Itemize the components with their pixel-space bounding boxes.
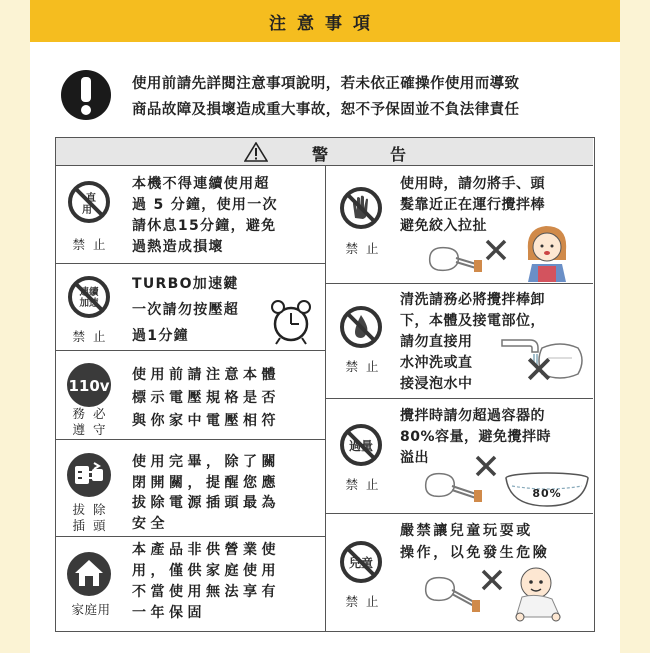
cross-mark-icon: [474, 454, 498, 478]
left-item-4-label: [68, 502, 112, 534]
text-line: 閉開關，提醒您應: [132, 474, 280, 491]
no-water-icon: [339, 305, 383, 349]
text-line: 標示電壓規格是否: [132, 390, 280, 406]
right-divider-1: [326, 283, 593, 284]
text-line: 一年保固: [132, 605, 206, 621]
bowl-capacity-label: 80%: [532, 487, 562, 500]
baby-illustration: [508, 563, 570, 623]
text-line: 本機不得連續使用超: [132, 176, 270, 192]
left-divider-2: [56, 350, 325, 351]
intro-line-2: 商品故障及損壞造成重大事故，恕不予保固並不負法律責任: [132, 102, 520, 118]
text-line: TURBO加速鍵: [132, 276, 239, 292]
left-item-5-label: 家庭用: [71, 602, 111, 617]
no-hand-icon: [339, 186, 383, 230]
text-line: 使用時，請勿將手、頭: [400, 176, 545, 192]
text-line: 80%容量，避免攪拌時: [400, 429, 552, 445]
text-line: 安全: [132, 515, 169, 532]
svg-text:直: 直: [86, 193, 96, 204]
text-line: 避免絞入拉扯: [400, 218, 487, 234]
intro-line-1: 使用前請先詳閱注意事項說明，若未依正確操作使用而導致: [132, 76, 520, 92]
text-line: 過1分鐘: [132, 328, 189, 344]
text-line: 攪拌時請勿超過容器的: [400, 408, 545, 424]
svg-text:兒童: 兒童: [348, 556, 374, 570]
house-icon: [66, 551, 112, 597]
svg-text:加速: 加速: [79, 298, 99, 309]
text-line: 與你家中電壓相符: [132, 413, 280, 429]
no-children-icon: [339, 540, 383, 584]
right-item-3-label: 禁 止: [345, 477, 381, 492]
text-line: 下，本體及接電部位，: [400, 313, 545, 329]
text-line: 過熱造成損壞: [132, 239, 224, 255]
no-continuous-use-icon: [67, 180, 111, 224]
left-divider-3: [56, 439, 325, 440]
left-item-2-label: 禁 止: [72, 329, 108, 344]
text-line: 拔除電源插頭最為: [132, 495, 280, 511]
text-line: 操作，以免發生危險: [400, 545, 550, 561]
hand-mixer-illustration: [426, 242, 486, 278]
text-line: 本產品非供營業使: [132, 542, 280, 558]
cross-mark-icon: [526, 356, 552, 382]
text-line: 用，僅供家庭使用: [132, 563, 280, 579]
text-line: 過 5 分鐘，使用一次: [132, 197, 278, 213]
label-line: 遵 守: [72, 422, 108, 437]
warning-triangle-icon: [244, 142, 268, 162]
alarm-clock-icon: [268, 296, 314, 346]
right-item-4-text: [400, 520, 549, 564]
svg-text:過量: 過量: [348, 439, 374, 453]
text-line: 一次請勿按壓超: [132, 302, 240, 318]
right-divider-2: [326, 398, 593, 399]
hand-mixer-illustration: [422, 572, 488, 616]
header-bar: [30, 0, 620, 42]
left-divider-4: [56, 536, 325, 537]
text-line: 接浸泡水中: [400, 376, 473, 392]
label-line: 務 必: [72, 406, 108, 421]
text-line: 請休息15分鐘，避免: [132, 218, 277, 234]
text-line: 水沖洗或直: [400, 355, 473, 371]
text-line: 嚴禁讓兒童玩耍或: [400, 523, 533, 539]
voltage-110v-icon: [66, 362, 112, 408]
text-line: 請勿直接用: [400, 334, 473, 350]
text-line: 不當使用無法享有: [132, 584, 280, 600]
girl-illustration: [522, 220, 572, 282]
cross-mark-icon: [484, 238, 508, 262]
text-line: 髮靠近正在運行攪拌棒: [400, 197, 545, 213]
left-item-5-text: [132, 540, 280, 624]
right-divider-3: [326, 513, 593, 514]
text-line: 清洗請務必將攪拌棒卸: [400, 292, 545, 308]
left-item-3-text: [132, 364, 280, 433]
svg-text:用: 用: [82, 205, 92, 216]
header-char-notice: 告: [390, 145, 407, 164]
label-line: 拔 除: [72, 502, 108, 517]
cross-mark-icon: [480, 568, 504, 592]
header-char-warn: 警: [312, 145, 329, 164]
right-item-1-label: 禁 止: [345, 241, 381, 256]
exclamation-icon: [60, 69, 112, 121]
svg-text:連續: 連續: [79, 287, 99, 298]
warning-table-header: [56, 138, 593, 166]
unplug-icon: [66, 452, 112, 498]
warning-table: [55, 137, 595, 632]
text-line: 溢出: [400, 450, 429, 466]
right-item-4-label: 禁 止: [345, 594, 381, 609]
left-item-1-text: [132, 174, 278, 258]
label-line: 插 頭: [72, 518, 108, 533]
text-line: 使用前請注意本體: [132, 367, 280, 383]
left-item-4-text: [132, 452, 280, 534]
svg-text:110v: 110v: [68, 377, 110, 395]
left-item-3-label: [68, 406, 112, 438]
no-overfill-icon: [339, 423, 383, 467]
intro-text: [132, 71, 602, 123]
left-divider-1: [56, 263, 325, 264]
no-turbo-icon: [67, 275, 111, 319]
left-item-1-label: 禁 止: [72, 237, 108, 252]
header-title: 注意事項: [269, 14, 381, 34]
text-line: 使用完畢，除了關: [132, 454, 280, 470]
right-item-2-label: 禁 止: [345, 359, 381, 374]
left-item-2-text: [132, 271, 239, 349]
